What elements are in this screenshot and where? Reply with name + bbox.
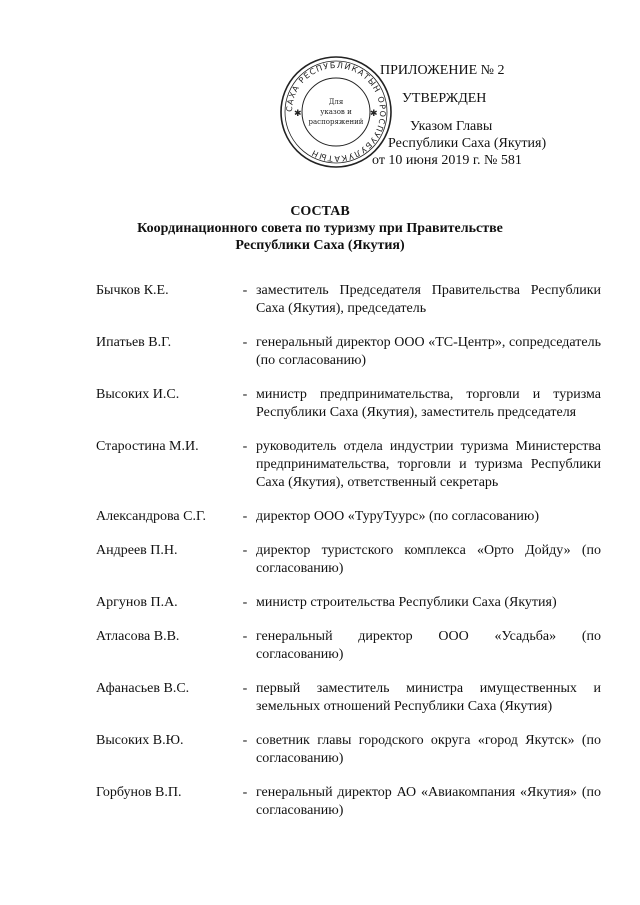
- member-role: министр строительства Республики Саха (Якутия): [256, 595, 557, 610]
- member-name: Высоких В.Ю.: [96, 733, 184, 748]
- member-name: Аргунов П.А.: [96, 595, 178, 610]
- member-dash: -: [242, 681, 248, 696]
- document-heading: [0, 203, 640, 254]
- member-name: Высоких И.С.: [96, 387, 180, 402]
- member-role: руководитель отдела индустрии туризма Министерства предпринимательства, торговли и туризма Республики Саха (Якутия), ответственный секретарь: [256, 439, 601, 490]
- list-item: [96, 680, 601, 716]
- heading-subtitle-line1: Координационного совета по туризму при Правительстве: [137, 221, 503, 236]
- member-name: Атласова В.В.: [96, 629, 180, 644]
- member-role: генеральный директор ООО «Усадьба» (по согласованию): [256, 629, 601, 662]
- member-name: Бычков К.Е.: [96, 283, 169, 298]
- member-role: директор ООО «ТуруТуурс» (по согласованию): [256, 509, 540, 524]
- members-list: [96, 282, 601, 836]
- seal-center-line2: указов и: [320, 108, 352, 116]
- member-dash: -: [242, 509, 248, 524]
- list-item: [96, 282, 601, 318]
- member-name: Афанасьев В.С.: [96, 681, 190, 696]
- member-name: Старостина М.И.: [96, 439, 199, 454]
- decree-line-3: от 10 июня 2019 г. № 581: [372, 153, 522, 168]
- member-name: Александрова С.Г.: [96, 509, 206, 524]
- member-dash: -: [242, 439, 248, 454]
- list-item: [96, 594, 601, 612]
- list-item: [96, 784, 601, 820]
- member-dash: -: [242, 387, 248, 402]
- member-role: директор туристского комплекса «Орто Дойду» (по согласованию): [256, 543, 601, 576]
- heading-subtitle-line2: Республики Саха (Якутия): [235, 238, 405, 253]
- member-name: Ипатьев В.Г.: [96, 335, 172, 350]
- seal-star-left-icon: ✱: [294, 108, 302, 118]
- member-dash: -: [242, 283, 248, 298]
- appendix-label: ПРИЛОЖЕНИЕ № 2: [380, 63, 505, 78]
- member-role: генеральный директор АО «Авиакомпания «Якутия» (по согласованию): [256, 785, 601, 818]
- member-role: генеральный директор ООО «ТС-Центр», сопредседатель (по согласованию): [256, 335, 601, 368]
- list-item: [96, 732, 601, 768]
- member-dash: -: [242, 785, 248, 800]
- member-dash: -: [242, 595, 248, 610]
- member-dash: -: [242, 335, 248, 350]
- member-role: советник главы городского округа «город Якутск» (по согласованию): [256, 733, 601, 766]
- decree-line-2: Республики Саха (Якутия): [388, 136, 547, 151]
- seal-center-line1: Для: [328, 98, 344, 106]
- member-dash: -: [242, 629, 248, 644]
- member-dash: -: [242, 733, 248, 748]
- list-item: [96, 334, 601, 370]
- decree-line-1: Указом Главы: [410, 119, 493, 134]
- seal-star-right-icon: ✱: [370, 108, 378, 118]
- member-role: заместитель Председателя Правительства Республики Саха (Якутия), председатель: [256, 283, 601, 316]
- list-item: [96, 542, 601, 578]
- list-item: [96, 438, 601, 492]
- approved-label: УТВЕРЖДЕН: [402, 91, 487, 106]
- member-name: Горбунов В.П.: [96, 785, 182, 800]
- member-role: министр предпринимательства, торговли и туризма Республики Саха (Якутия), заместитель председателя: [256, 387, 601, 420]
- member-role: первый заместитель министра имущественных и земельных отношений Республики Саха (Якутия): [256, 681, 601, 714]
- member-dash: -: [242, 543, 248, 558]
- seal-center-line3: распоряжений: [308, 118, 364, 126]
- heading-title: СОСТАВ: [290, 204, 350, 219]
- seal-ring-text: САХА РЕСПУБЛИКАТЫН ОРОСПУУБУЛУКАТЫН: [284, 60, 388, 164]
- member-name: Андреев П.Н.: [96, 543, 178, 558]
- list-item: [96, 508, 601, 526]
- list-item: [96, 386, 601, 422]
- list-item: [96, 628, 601, 664]
